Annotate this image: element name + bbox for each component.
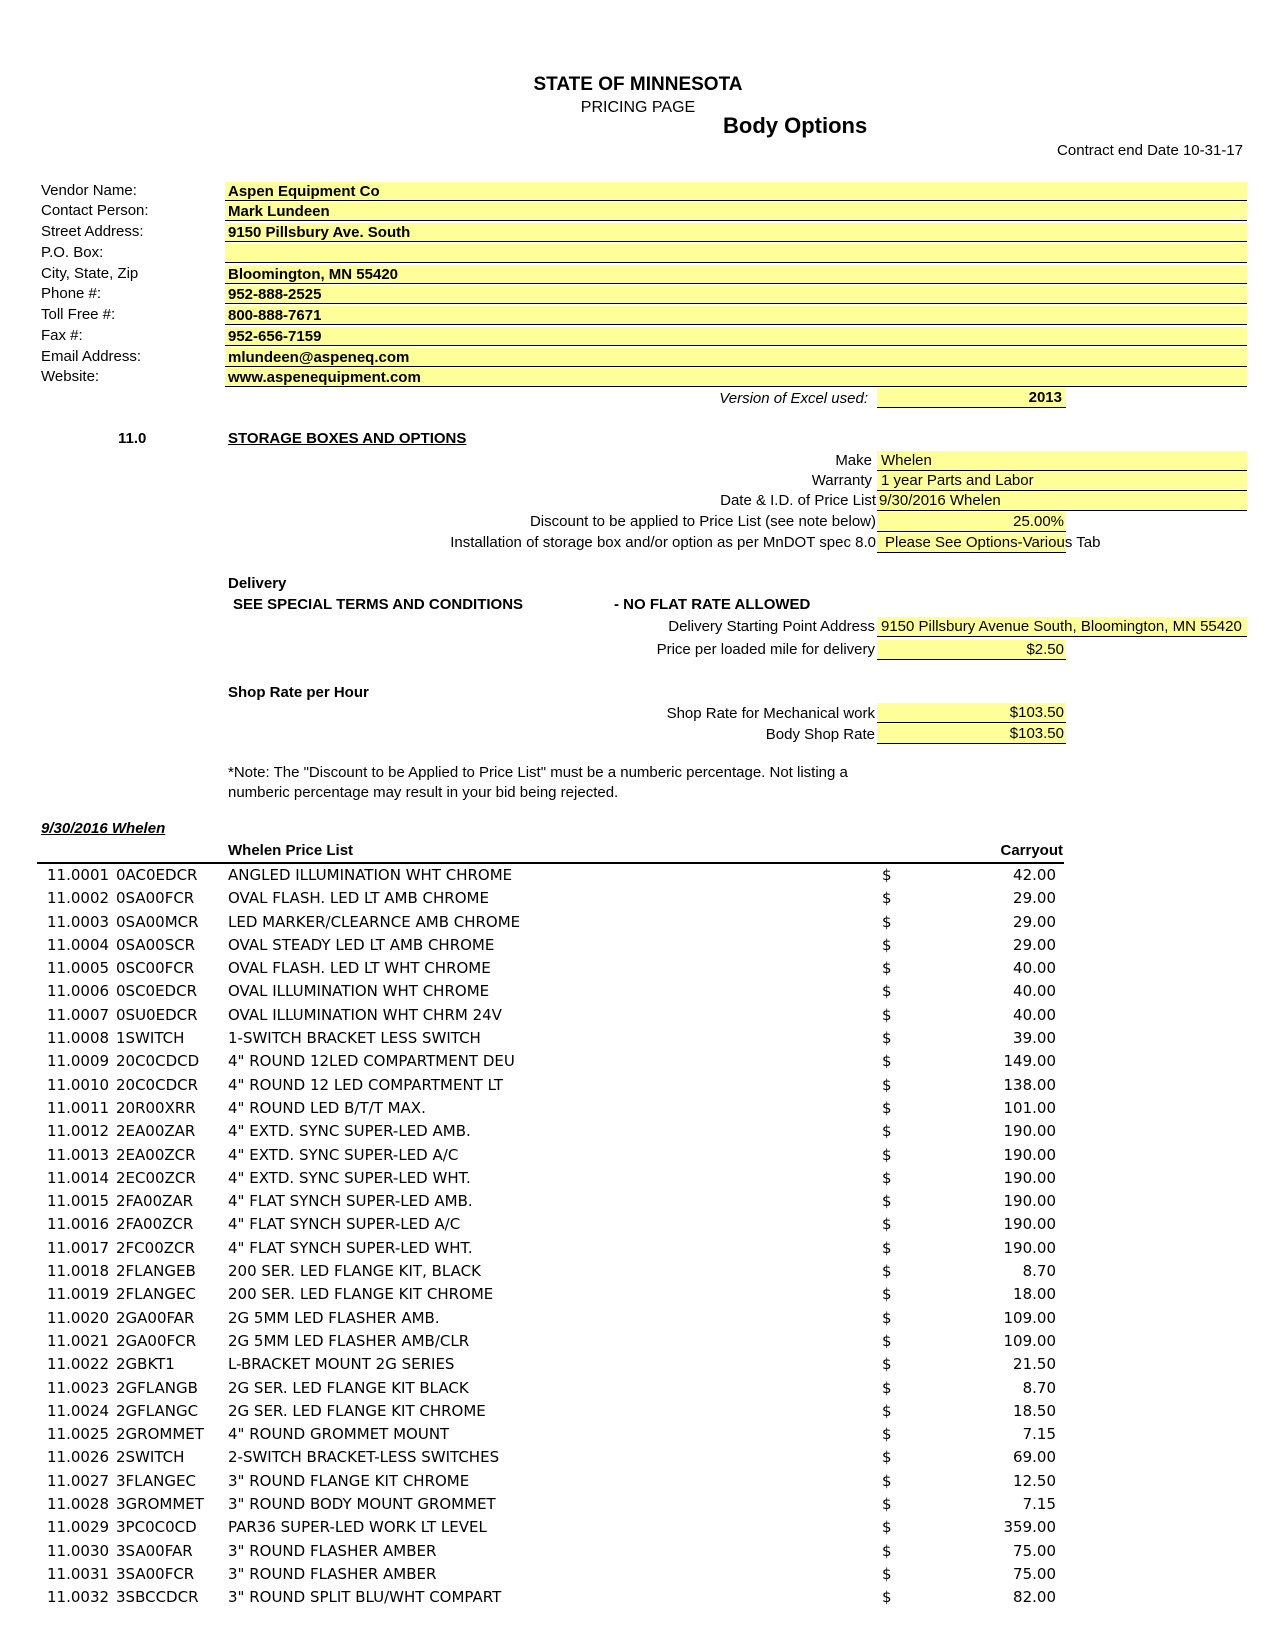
table-row <box>0 1166 1276 1189</box>
table-row <box>0 1306 1276 1329</box>
currency-symbol: $ <box>882 1262 892 1281</box>
item-id: 11.0024 <box>47 1401 110 1420</box>
currency-symbol: $ <box>882 1215 892 1234</box>
item-id: 11.0012 <box>47 1122 110 1141</box>
installation-field[interactable]: Please See Options-Various Tab <box>877 533 1066 553</box>
item-description: OVAL FLASH. LED LT AMB CHROME <box>228 889 489 908</box>
item-id: 11.0006 <box>47 982 110 1001</box>
price-per-mile-field[interactable]: $2.50 <box>877 640 1066 660</box>
table-row <box>0 956 1276 979</box>
item-code: 20C0CDCD <box>116 1052 200 1071</box>
item-price: 8.70 <box>1022 1378 1056 1397</box>
table-row <box>0 1585 1276 1608</box>
currency-symbol: $ <box>882 912 892 931</box>
item-id: 11.0017 <box>47 1238 110 1257</box>
currency-symbol: $ <box>882 1168 892 1187</box>
item-price: 7.15 <box>1022 1495 1056 1514</box>
item-description: OVAL FLASH. LED LT WHT CHROME <box>228 959 491 978</box>
item-id: 11.0028 <box>47 1495 110 1514</box>
item-price: 190.00 <box>1003 1215 1056 1234</box>
table-row <box>0 1259 1276 1282</box>
item-description: 1-SWITCH BRACKET LESS SWITCH <box>228 1029 481 1048</box>
table-row <box>0 1469 1276 1492</box>
item-price: 190.00 <box>1003 1238 1056 1257</box>
website-field[interactable]: www.aspenequipment.com <box>225 368 1247 387</box>
item-id: 11.0031 <box>47 1564 110 1583</box>
table-row <box>0 1212 1276 1235</box>
item-description: 3" ROUND SPLIT BLU/WHT COMPART <box>228 1588 502 1607</box>
item-description: L-BRACKET MOUNT 2G SERIES <box>228 1355 455 1374</box>
table-row <box>0 1049 1276 1072</box>
table-row <box>0 1352 1276 1375</box>
item-description: ANGLED ILLUMINATION WHT CHROME <box>228 866 513 884</box>
contact-person-label: Contact Person: <box>41 202 149 219</box>
currency-symbol: $ <box>882 1075 892 1094</box>
item-description: 2-SWITCH BRACKET-LESS SWITCHES <box>228 1448 500 1467</box>
item-id: 11.0015 <box>47 1192 110 1211</box>
city-state-zip-label: City, State, Zip <box>41 265 139 282</box>
item-description: LED MARKER/CLEARNCE AMB CHROME <box>228 912 521 931</box>
item-code: 0SA00MCR <box>116 912 199 931</box>
toll-free-label: Toll Free #: <box>41 306 116 323</box>
item-id: 11.0016 <box>47 1215 110 1234</box>
item-description: 4" FLAT SYNCH SUPER-LED WHT. <box>228 1238 473 1257</box>
table-row <box>0 1119 1276 1142</box>
item-price: 75.00 <box>1013 1564 1056 1583</box>
item-code: 2GFLANGC <box>116 1401 199 1420</box>
table-row <box>0 1515 1276 1538</box>
excel-version-label: Version of Excel used: <box>719 390 868 407</box>
item-code: 2GBKT1 <box>116 1355 175 1374</box>
item-description: 3" ROUND FLANGE KIT CHROME <box>228 1471 470 1490</box>
currency-symbol: $ <box>882 1052 892 1071</box>
item-id: 11.0001 <box>47 866 110 884</box>
item-description: 3" ROUND BODY MOUNT GROMMET <box>228 1495 496 1514</box>
item-code: 2GA00FAR <box>116 1308 195 1327</box>
currency-symbol: $ <box>882 1401 892 1420</box>
item-code: 2FLANGEC <box>116 1285 196 1304</box>
item-price: 190.00 <box>1003 1122 1056 1141</box>
item-description: 2G 5MM LED FLASHER AMB/CLR <box>228 1331 470 1350</box>
contract-end-date: Contract end Date 10-31-17 <box>1057 142 1243 159</box>
item-id: 11.0026 <box>47 1448 110 1467</box>
table-row <box>0 1236 1276 1259</box>
website-label: Website: <box>41 368 100 385</box>
item-price: 82.00 <box>1013 1588 1056 1607</box>
item-price: 18.50 <box>1013 1401 1056 1420</box>
item-id: 11.0018 <box>47 1262 110 1281</box>
mechanical-rate-label: Shop Rate for Mechanical work <box>666 705 875 722</box>
table-row <box>0 1562 1276 1585</box>
price-list-heading: Whelen Price List <box>228 842 354 859</box>
item-description: 4" FLAT SYNCH SUPER-LED A/C <box>228 1215 461 1234</box>
city-state-zip-field[interactable]: Bloomington, MN 55420 <box>225 265 1247 284</box>
item-description: 4" EXTD. SYNC SUPER-LED WHT. <box>228 1168 471 1187</box>
currency-symbol: $ <box>882 1285 892 1304</box>
item-code: 0SA00SCR <box>116 935 196 954</box>
item-code: 3SBCCDCR <box>116 1588 199 1607</box>
item-price: 40.00 <box>1013 959 1056 978</box>
item-description: 4" ROUND 12 LED COMPARTMENT LT <box>228 1075 504 1094</box>
item-code: 0SA00FCR <box>116 889 195 908</box>
item-description: OVAL ILLUMINATION WHT CHROME <box>228 982 490 1001</box>
item-price: 190.00 <box>1003 1145 1056 1164</box>
item-id: 11.0010 <box>47 1075 110 1094</box>
item-code: 3FLANGEC <box>116 1471 196 1490</box>
item-price: 190.00 <box>1003 1192 1056 1211</box>
table-row <box>0 1329 1276 1352</box>
delivery-start-label: Delivery Starting Point Address <box>668 618 875 635</box>
item-code: 3PC0C0CD <box>116 1518 197 1537</box>
item-id: 11.0011 <box>47 1098 110 1117</box>
item-code: 3SA00FCR <box>116 1564 195 1583</box>
currency-symbol: $ <box>882 1518 892 1537</box>
table-row <box>0 1399 1276 1422</box>
item-description: 2G SER. LED FLANGE KIT CHROME <box>228 1401 486 1420</box>
item-description: 200 SER. LED FLANGE KIT CHROME <box>228 1285 494 1304</box>
item-code: 3SA00FAR <box>116 1541 193 1560</box>
currency-symbol: $ <box>882 1378 892 1397</box>
item-id: 11.0005 <box>47 959 110 978</box>
item-price: 101.00 <box>1003 1098 1056 1117</box>
item-id: 11.0025 <box>47 1425 110 1444</box>
item-code: 2FA00ZCR <box>116 1215 194 1234</box>
item-price: 69.00 <box>1013 1448 1056 1467</box>
toll-free-field[interactable]: 800-888-7671 <box>225 306 1247 325</box>
table-row <box>0 1282 1276 1305</box>
item-code: 0SC00FCR <box>116 959 195 978</box>
currency-symbol: $ <box>882 1098 892 1117</box>
currency-symbol: $ <box>882 1495 892 1514</box>
page-subtitle: PRICING PAGE <box>580 99 696 116</box>
currency-symbol: $ <box>882 1005 892 1024</box>
item-id: 11.0030 <box>47 1541 110 1560</box>
item-price: 109.00 <box>1003 1308 1056 1327</box>
item-id: 11.0019 <box>47 1285 110 1304</box>
item-code: 1SWITCH <box>116 1029 185 1048</box>
table-row <box>0 910 1276 933</box>
body-shop-rate-field[interactable]: $103.50 <box>877 724 1066 744</box>
warranty-field[interactable]: 1 year Parts and Labor <box>877 471 1247 491</box>
item-description: 4" ROUND LED B/T/T MAX. <box>228 1098 426 1117</box>
table-row <box>0 1073 1276 1096</box>
item-price: 12.50 <box>1013 1471 1056 1490</box>
body-shop-rate-label: Body Shop Rate <box>765 726 875 743</box>
item-description: 4" ROUND GROMMET MOUNT <box>228 1425 450 1444</box>
item-description: 4" FLAT SYNCH SUPER-LED AMB. <box>228 1192 473 1211</box>
street-address-field[interactable]: 9150 Pillsbury Ave. South <box>225 223 1247 242</box>
table-row <box>0 1445 1276 1468</box>
item-description: OVAL ILLUMINATION WHT CHRM 24V <box>228 1005 502 1024</box>
currency-symbol: $ <box>882 1355 892 1374</box>
item-description: 3" ROUND FLASHER AMBER <box>228 1564 437 1583</box>
item-code: 2GROMMET <box>116 1425 204 1444</box>
special-terms: SEE SPECIAL TERMS AND CONDITIONS <box>233 596 524 613</box>
phone-field[interactable]: 952-888-2525 <box>225 285 1247 304</box>
make-label: Make <box>835 452 872 469</box>
item-code: 20R00XRR <box>116 1098 196 1117</box>
currency-symbol: $ <box>882 866 892 884</box>
item-id: 11.0022 <box>47 1355 110 1374</box>
item-price: 138.00 <box>1003 1075 1056 1094</box>
make-field[interactable]: Whelen <box>877 451 1247 471</box>
table-row <box>0 979 1276 1002</box>
currency-symbol: $ <box>882 1145 892 1164</box>
item-id: 11.0009 <box>47 1052 110 1071</box>
item-code: 2EA00ZAR <box>116 1122 196 1141</box>
table-row <box>0 1096 1276 1119</box>
vendor-name-field[interactable]: Aspen Equipment Co <box>225 182 1247 201</box>
item-id: 11.0032 <box>47 1588 110 1607</box>
contact-person-field[interactable]: Mark Lundeen <box>225 202 1247 221</box>
item-id: 11.0029 <box>47 1518 110 1537</box>
no-flat-rate: - NO FLAT RATE ALLOWED <box>614 596 811 613</box>
email-label: Email Address: <box>41 348 142 365</box>
currency-symbol: $ <box>882 1122 892 1141</box>
item-price: 29.00 <box>1013 912 1056 931</box>
item-id: 11.0021 <box>47 1331 110 1350</box>
excel-version-field[interactable]: 2013 <box>877 388 1066 408</box>
item-price: 29.00 <box>1013 935 1056 954</box>
table-row <box>0 933 1276 956</box>
currency-symbol: $ <box>882 1331 892 1350</box>
item-id: 11.0020 <box>47 1308 110 1327</box>
currency-symbol: $ <box>882 1308 892 1327</box>
price-per-mile-label: Price per loaded mile for delivery <box>656 641 875 658</box>
item-price: 7.15 <box>1022 1425 1056 1444</box>
installation-label: Installation of storage box and/or option as per MnDOT spec 8.0 <box>450 534 876 551</box>
item-price: 21.50 <box>1013 1355 1056 1374</box>
table-row <box>0 886 1276 909</box>
currency-symbol: $ <box>882 959 892 978</box>
phone-label: Phone #: <box>41 285 102 302</box>
currency-symbol: $ <box>882 935 892 954</box>
item-price: 359.00 <box>1003 1518 1056 1537</box>
item-code: 2EC00ZCR <box>116 1168 196 1187</box>
item-id: 11.0023 <box>47 1378 110 1397</box>
price-list-table <box>0 863 1276 1609</box>
table-row <box>0 1003 1276 1026</box>
warranty-label: Warranty <box>811 472 872 489</box>
item-description: 200 SER. LED FLANGE KIT, BLACK <box>228 1262 481 1281</box>
currency-symbol: $ <box>882 1029 892 1048</box>
item-description: 4" ROUND 12LED COMPARTMENT DEU <box>228 1052 515 1071</box>
discount-note: *Note: The "Discount to be Applied to Price List" must be a numberic percentage. Not listing a numberic percentage may result in your bid being rejected. <box>228 764 848 801</box>
email-field[interactable]: mlundeen@aspeneq.com <box>225 348 1247 367</box>
item-code: 3GROMMET <box>116 1495 204 1514</box>
item-code: 0SC0EDCR <box>116 982 198 1001</box>
item-description: PAR36 SUPER-LED WORK LT LEVEL <box>228 1518 487 1537</box>
table-row <box>0 1539 1276 1562</box>
table-row <box>0 1143 1276 1166</box>
item-id: 11.0004 <box>47 935 110 954</box>
po-box-label: P.O. Box: <box>41 244 104 261</box>
po-box-field[interactable] <box>225 244 1247 263</box>
delivery-start-field[interactable]: 9150 Pillsbury Avenue South, Bloomington, MN 55420 <box>877 617 1247 637</box>
item-description: 2G SER. LED FLANGE KIT BLACK <box>228 1378 469 1397</box>
item-description: OVAL STEADY LED LT AMB CHROME <box>228 935 495 954</box>
item-price: 75.00 <box>1013 1541 1056 1560</box>
section-title: STORAGE BOXES AND OPTIONS <box>228 430 467 447</box>
fax-field[interactable]: 952-656-7159 <box>225 327 1247 346</box>
item-id: 11.0014 <box>47 1168 110 1187</box>
table-row <box>0 863 1276 886</box>
item-description: 2G 5MM LED FLASHER AMB. <box>228 1308 440 1327</box>
item-code: 2GFLANGB <box>116 1378 198 1397</box>
currency-symbol: $ <box>882 889 892 908</box>
item-id: 11.0002 <box>47 889 110 908</box>
item-price: 190.00 <box>1003 1168 1056 1187</box>
currency-symbol: $ <box>882 1541 892 1560</box>
currency-symbol: $ <box>882 1588 892 1607</box>
street-address-label: Street Address: <box>41 223 144 240</box>
price-list-date: 9/30/2016 Whelen <box>41 820 166 837</box>
item-id: 11.0027 <box>47 1471 110 1490</box>
currency-symbol: $ <box>882 1448 892 1467</box>
table-row <box>0 1026 1276 1049</box>
price-list-label: Date & I.D. of Price List <box>720 492 876 509</box>
item-price: 8.70 <box>1022 1262 1056 1281</box>
item-code: 0AC0EDCR <box>116 866 198 884</box>
item-code: 2GA00FCR <box>116 1331 197 1350</box>
category-title: Body Options <box>723 113 868 138</box>
currency-symbol: $ <box>882 1564 892 1583</box>
table-row <box>0 1422 1276 1445</box>
item-code: 2FLANGEB <box>116 1262 196 1281</box>
item-description: 3" ROUND FLASHER AMBER <box>228 1541 437 1560</box>
section-number: 11.0 <box>118 430 147 447</box>
currency-symbol: $ <box>882 1238 892 1257</box>
item-price: 29.00 <box>1013 889 1056 908</box>
table-row <box>0 1492 1276 1515</box>
item-code: 2FA00ZAR <box>116 1192 194 1211</box>
discount-label: Discount to be applied to Price List (see note below) <box>529 513 876 530</box>
price-list-field[interactable]: 9/30/2016 Whelen <box>877 491 1247 511</box>
currency-symbol: $ <box>882 1471 892 1490</box>
item-price: 42.00 <box>1013 866 1056 884</box>
item-id: 11.0007 <box>47 1005 110 1024</box>
vendor-name-label: Vendor Name: <box>41 182 137 199</box>
item-description: 4" EXTD. SYNC SUPER-LED AMB. <box>228 1122 471 1141</box>
item-id: 11.0008 <box>47 1029 110 1048</box>
page-title: STATE OF MINNESOTA <box>533 74 743 95</box>
carryout-heading: Carryout <box>1000 842 1063 859</box>
item-code: 20C0CDCR <box>116 1075 199 1094</box>
table-row <box>0 1376 1276 1399</box>
item-price: 40.00 <box>1013 982 1056 1001</box>
currency-symbol: $ <box>882 982 892 1001</box>
item-code: 2EA00ZCR <box>116 1145 196 1164</box>
delivery-title: Delivery <box>228 575 287 592</box>
item-price: 149.00 <box>1003 1052 1056 1071</box>
currency-symbol: $ <box>882 1425 892 1444</box>
item-price: 109.00 <box>1003 1331 1056 1350</box>
item-price: 18.00 <box>1013 1285 1056 1304</box>
fax-label: Fax #: <box>41 327 83 344</box>
shop-rate-title: Shop Rate per Hour <box>228 684 369 701</box>
item-id: 11.0013 <box>47 1145 110 1164</box>
discount-field[interactable]: 25.00% <box>877 512 1066 532</box>
item-id: 11.0003 <box>47 912 110 931</box>
table-row <box>0 1189 1276 1212</box>
currency-symbol: $ <box>882 1192 892 1211</box>
item-price: 39.00 <box>1013 1029 1056 1048</box>
item-code: 2FC00ZCR <box>116 1238 195 1257</box>
item-price: 40.00 <box>1013 1005 1056 1024</box>
mechanical-rate-field[interactable]: $103.50 <box>877 703 1066 723</box>
item-description: 4" EXTD. SYNC SUPER-LED A/C <box>228 1145 459 1164</box>
item-code: 2SWITCH <box>116 1448 185 1467</box>
item-code: 0SU0EDCR <box>116 1005 198 1024</box>
